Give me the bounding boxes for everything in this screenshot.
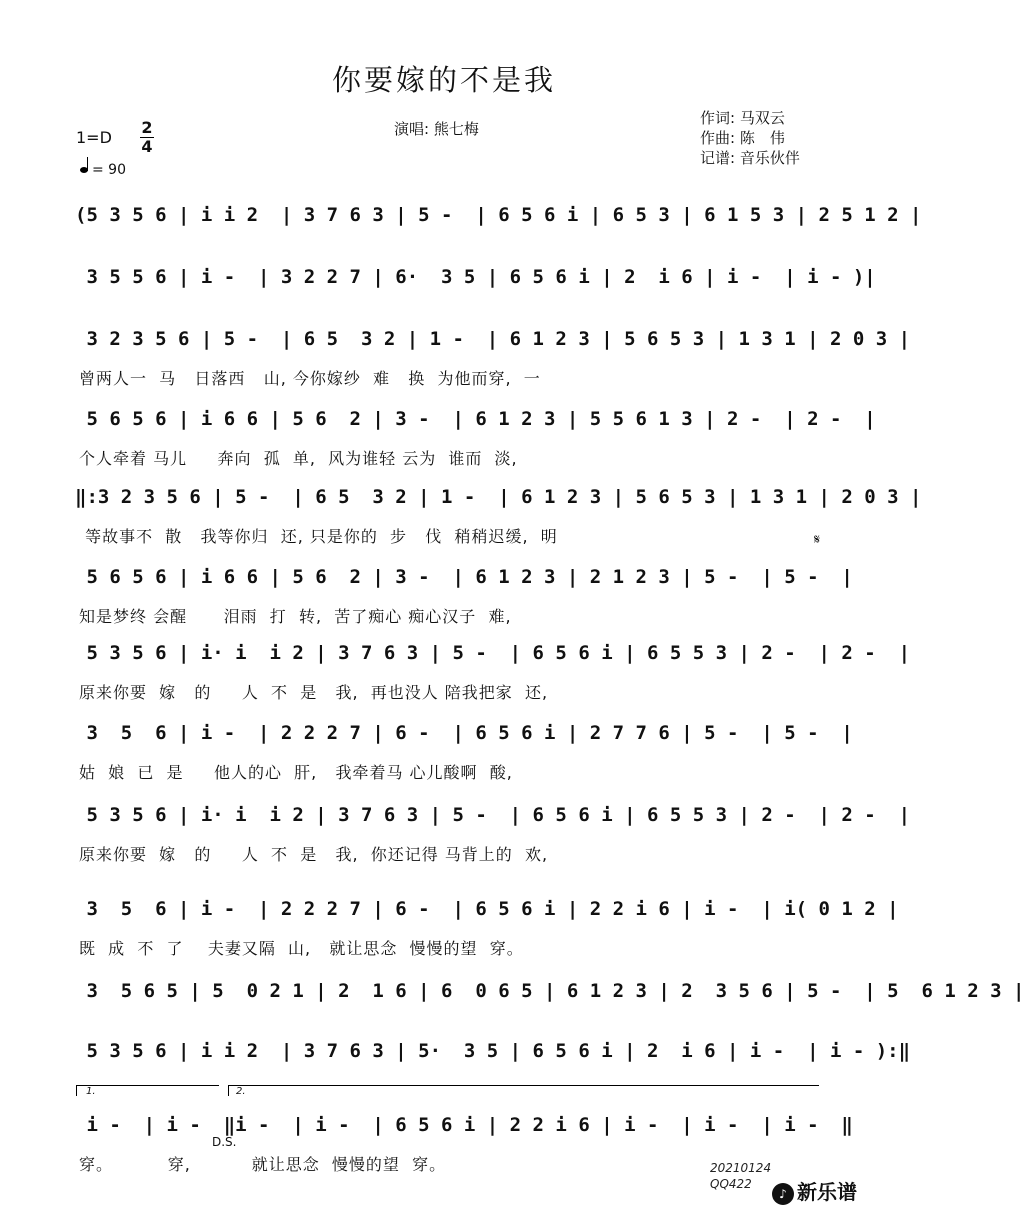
music-note-icon: ♪ [772, 1183, 794, 1205]
first-ending-number: 1. [86, 1086, 96, 1097]
lyric-line: 等故事不 散 我等你归 还, 只是你的 步 伐 稍稍迟缓, 明 [79, 527, 558, 546]
lyric-line: 知是梦终 会醒 泪雨 打 转, 苦了痴心 痴心汉子 难, [79, 607, 512, 626]
notation-line: i - | i - ‖i - | i - | 6 5 6 i | 2 2 i 6 | i - | i - | i - ‖ [75, 1114, 853, 1136]
notation-line: 3 5 5 6 | i - | 3 2 2 7 | 6· 3 5 | 6 5 6 i | 2 i 6 | i - | i - )| [75, 266, 876, 288]
notation-line: ‖:3 2 3 5 6 | 5 - | 6 5 3 2 | 1 - | 6 1 2 3 | 5 6 5 3 | 1 3 1 | 2 0 3 | [75, 486, 922, 508]
footer-info [710, 1160, 771, 1192]
singer-credit: 演唱: 熊七梅 [394, 120, 479, 138]
footer-date: 20210124 [710, 1161, 772, 1175]
notation-line: 3 5 6 | i - | 2 2 2 7 | 6 - | 6 5 6 i | 2 7 7 6 | 5 - | 5 - | [75, 722, 853, 744]
notation-line: 5 3 5 6 | i i 2 | 3 7 6 3 | 5· 3 5 | 6 5 6 i | 2 i 6 | i - | i - ):‖ [75, 1040, 911, 1062]
composer-credit: 作曲: 陈 伟 [700, 129, 785, 147]
segno-icon: 𝄋 [814, 532, 821, 548]
lyric-line: 个人牵着 马儿 奔向 孤 单, 风为谁轻 云为 谁而 淡, [79, 449, 518, 468]
time-signature-top: 2 [141, 118, 153, 137]
notation-line: (5 3 5 6 | i i 2 | 3 7 6 3 | 5 - | 6 5 6 i | 6 5 3 | 6 1 5 3 | 2 5 1 2 | [75, 204, 922, 226]
notation-credit: 记谱: 音乐伙伴 [700, 149, 800, 167]
second-ending-number: 2. [236, 1086, 246, 1097]
logo-text: 新乐谱 [797, 1180, 857, 1204]
site-logo [772, 1176, 857, 1205]
ds-mark: D.S. [212, 1135, 237, 1149]
song-title: 你要嫁的不是我 [331, 63, 556, 97]
key-signature: 1=D [76, 128, 112, 147]
notation-line: 5 6 5 6 | i 6 6 | 5 6 2 | 3 - | 6 1 2 3 | 5 5 6 1 3 | 2 - | 2 - | [75, 408, 876, 430]
lyric-line: 姑 娘 已 是 他人的心 肝, 我牵着马 心儿酸啊 酸, [79, 763, 513, 782]
credits-block [700, 108, 800, 168]
lyricist-credit: 作词: 马双云 [700, 109, 785, 127]
second-ending-bracket [228, 1085, 819, 1096]
lyric-line: 既 成 不 了 夫妻又隔 山, 就让思念 慢慢的望 穿。 [79, 939, 524, 958]
notation-line: 3 2 3 5 6 | 5 - | 6 5 3 2 | 1 - | 6 1 2 3 | 5 6 5 3 | 1 3 1 | 2 0 3 | [75, 328, 911, 350]
notation-line: 3 5 6 | i - | 2 2 2 7 | 6 - | 6 5 6 i | 2 2 i 6 | i - | i( 0 1 2 | [75, 898, 899, 920]
tempo-value: = 90 [92, 162, 126, 178]
lyric-line: 原来你要 嫁 的 人 不 是 我, 你还记得 马背上的 欢, [79, 845, 549, 864]
notation-line: 5 3 5 6 | i· i i 2 | 3 7 6 3 | 5 - | 6 5 6 i | 6 5 5 3 | 2 - | 2 - | [75, 804, 911, 826]
lyric-line: 原来你要 嫁 的 人 不 是 我, 再也没人 陪我把家 还, [79, 683, 549, 702]
quarter-note-icon [80, 167, 88, 173]
lyric-line: 穿。 穿, 就让思念 慢慢的望 穿。 [79, 1155, 447, 1174]
notation-line: 5 3 5 6 | i· i i 2 | 3 7 6 3 | 5 - | 6 5 6 i | 6 5 5 3 | 2 - | 2 - | [75, 642, 911, 664]
first-ending-bracket [76, 1085, 219, 1096]
footer-qq: QQ422 [710, 1177, 752, 1191]
notation-line: 5 6 5 6 | i 6 6 | 5 6 2 | 3 - | 6 1 2 3 | 2 1 2 3 | 5 - | 5 - | [75, 566, 853, 588]
time-signature [140, 119, 154, 156]
notation-line: 3 5 6 5 | 5 0 2 1 | 2 1 6 | 6 0 6 5 | 6 1 2 3 | 2 3 5 6 | 5 - | 5 6 1 2 3 | [75, 980, 1024, 1002]
lyric-line: 曾两人一 马 日落西 山, 今你嫁纱 难 换 为他而穿, 一 [79, 369, 541, 388]
tempo-marking [80, 162, 126, 178]
time-signature-bottom: 4 [141, 137, 153, 156]
